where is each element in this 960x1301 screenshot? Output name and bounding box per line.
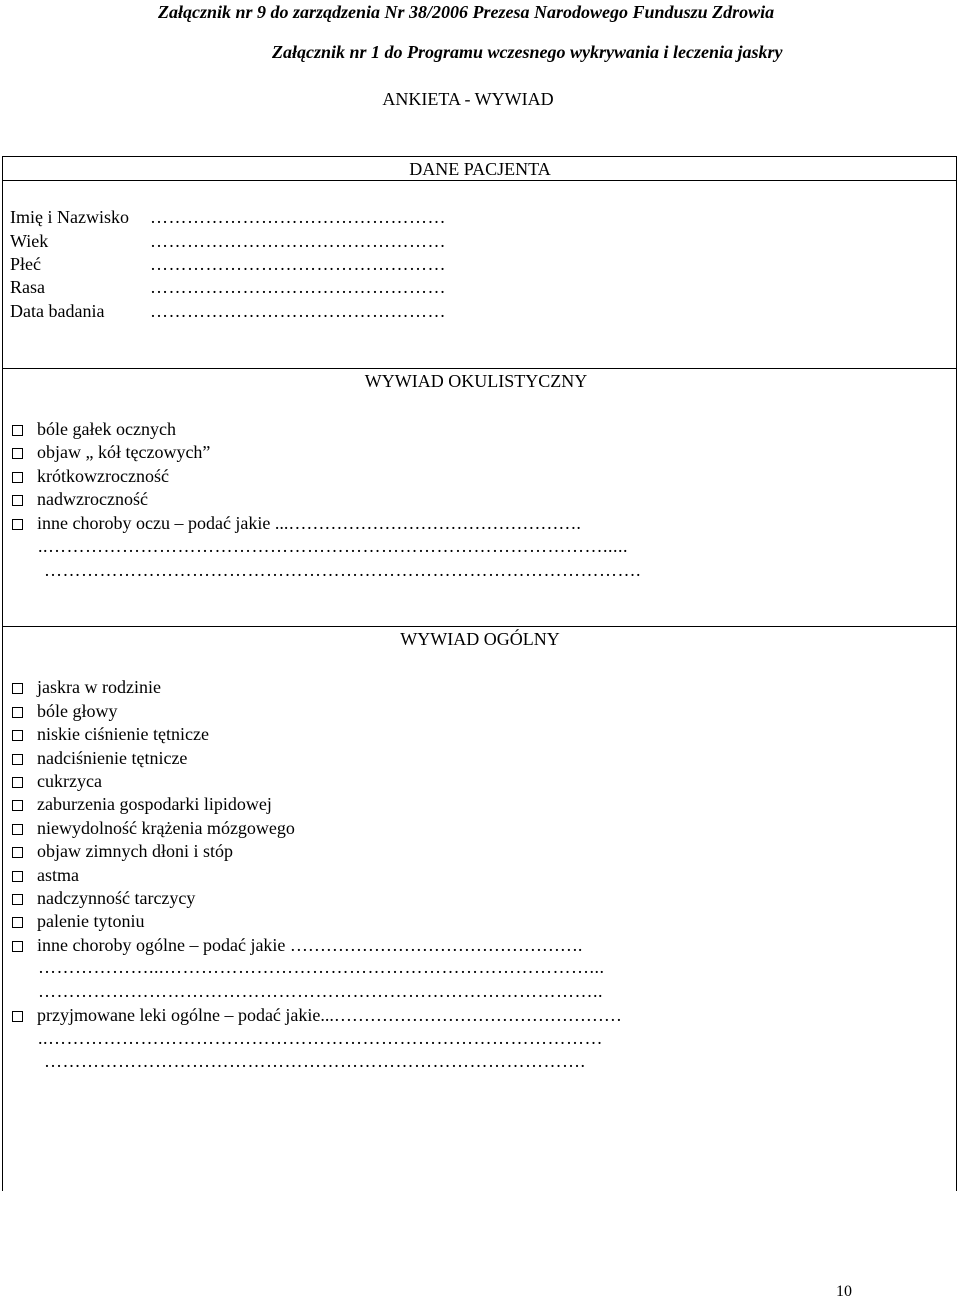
medications-continuation: …………………………………………………………………………….	[44, 1051, 586, 1071]
field-dots: …………………………………………	[150, 254, 446, 274]
field-dots: …………………………………………	[150, 277, 446, 297]
checkbox[interactable]	[12, 472, 23, 483]
checkbox[interactable]	[12, 495, 23, 506]
field-name[interactable]	[10, 206, 446, 229]
checkbox[interactable]	[12, 754, 23, 765]
document-title: ANKIETA - WYWIAD	[382, 89, 554, 109]
page-number: 10	[836, 1283, 852, 1300]
checkbox[interactable]	[12, 824, 23, 835]
eye-other-continuation: …………………………………………………………………………………….	[44, 560, 641, 580]
checkbox[interactable]	[12, 941, 23, 952]
general-other-continuation: ………………………………………………………………………………..	[38, 981, 603, 1001]
checkbox[interactable]	[12, 894, 23, 905]
medications-continuation: ..………………………………………………………………………………	[38, 1028, 603, 1048]
divider-general	[2, 626, 957, 627]
checkbox[interactable]	[12, 1011, 23, 1022]
divider-eye	[2, 368, 957, 369]
checkbox[interactable]	[12, 917, 23, 928]
eye-section-heading: WYWIAD OKULISTYCZNY	[364, 371, 588, 391]
checkbox[interactable]	[12, 871, 23, 882]
field-race[interactable]	[10, 276, 446, 299]
header-line-2: Załącznik nr 1 do Programu wczesnego wykrywania i leczenia jaskry	[272, 42, 783, 62]
checkbox[interactable]	[12, 730, 23, 741]
field-label: Data badania	[10, 301, 105, 321]
patient-section-heading: DANE PACJENTA	[409, 159, 551, 179]
field-label: Imię i Nazwisko	[10, 207, 129, 227]
general-other-continuation: ………………...……………………………………………………………...	[38, 957, 605, 977]
field-dots: …………………………………………	[150, 231, 446, 251]
field-age[interactable]	[10, 230, 446, 253]
general-section-heading: WYWIAD OGÓLNY	[400, 629, 560, 649]
checkbox[interactable]	[12, 777, 23, 788]
checkbox[interactable]	[12, 800, 23, 811]
field-label: Płeć	[10, 254, 41, 274]
divider-patient	[2, 180, 957, 181]
checkbox[interactable]	[12, 448, 23, 459]
field-label: Rasa	[10, 277, 45, 297]
field-dots: …………………………………………	[150, 301, 446, 321]
header-line-1: Załącznik nr 9 do zarządzenia Nr 38/2006 Prezesa Narodowego Funduszu Zdrowia	[158, 2, 775, 22]
field-dots: …………………………………………	[150, 207, 446, 227]
checkbox[interactable]	[12, 707, 23, 718]
field-label: Wiek	[10, 231, 49, 251]
field-exam-date[interactable]	[10, 300, 446, 323]
checkbox[interactable]	[12, 683, 23, 694]
checkbox[interactable]	[12, 425, 23, 436]
eye-other-continuation: ..……………………………………………………………………………….....	[38, 536, 628, 556]
divider-top	[2, 156, 957, 157]
field-sex[interactable]	[10, 253, 446, 276]
checkbox[interactable]	[12, 519, 23, 530]
checkbox[interactable]	[12, 847, 23, 858]
